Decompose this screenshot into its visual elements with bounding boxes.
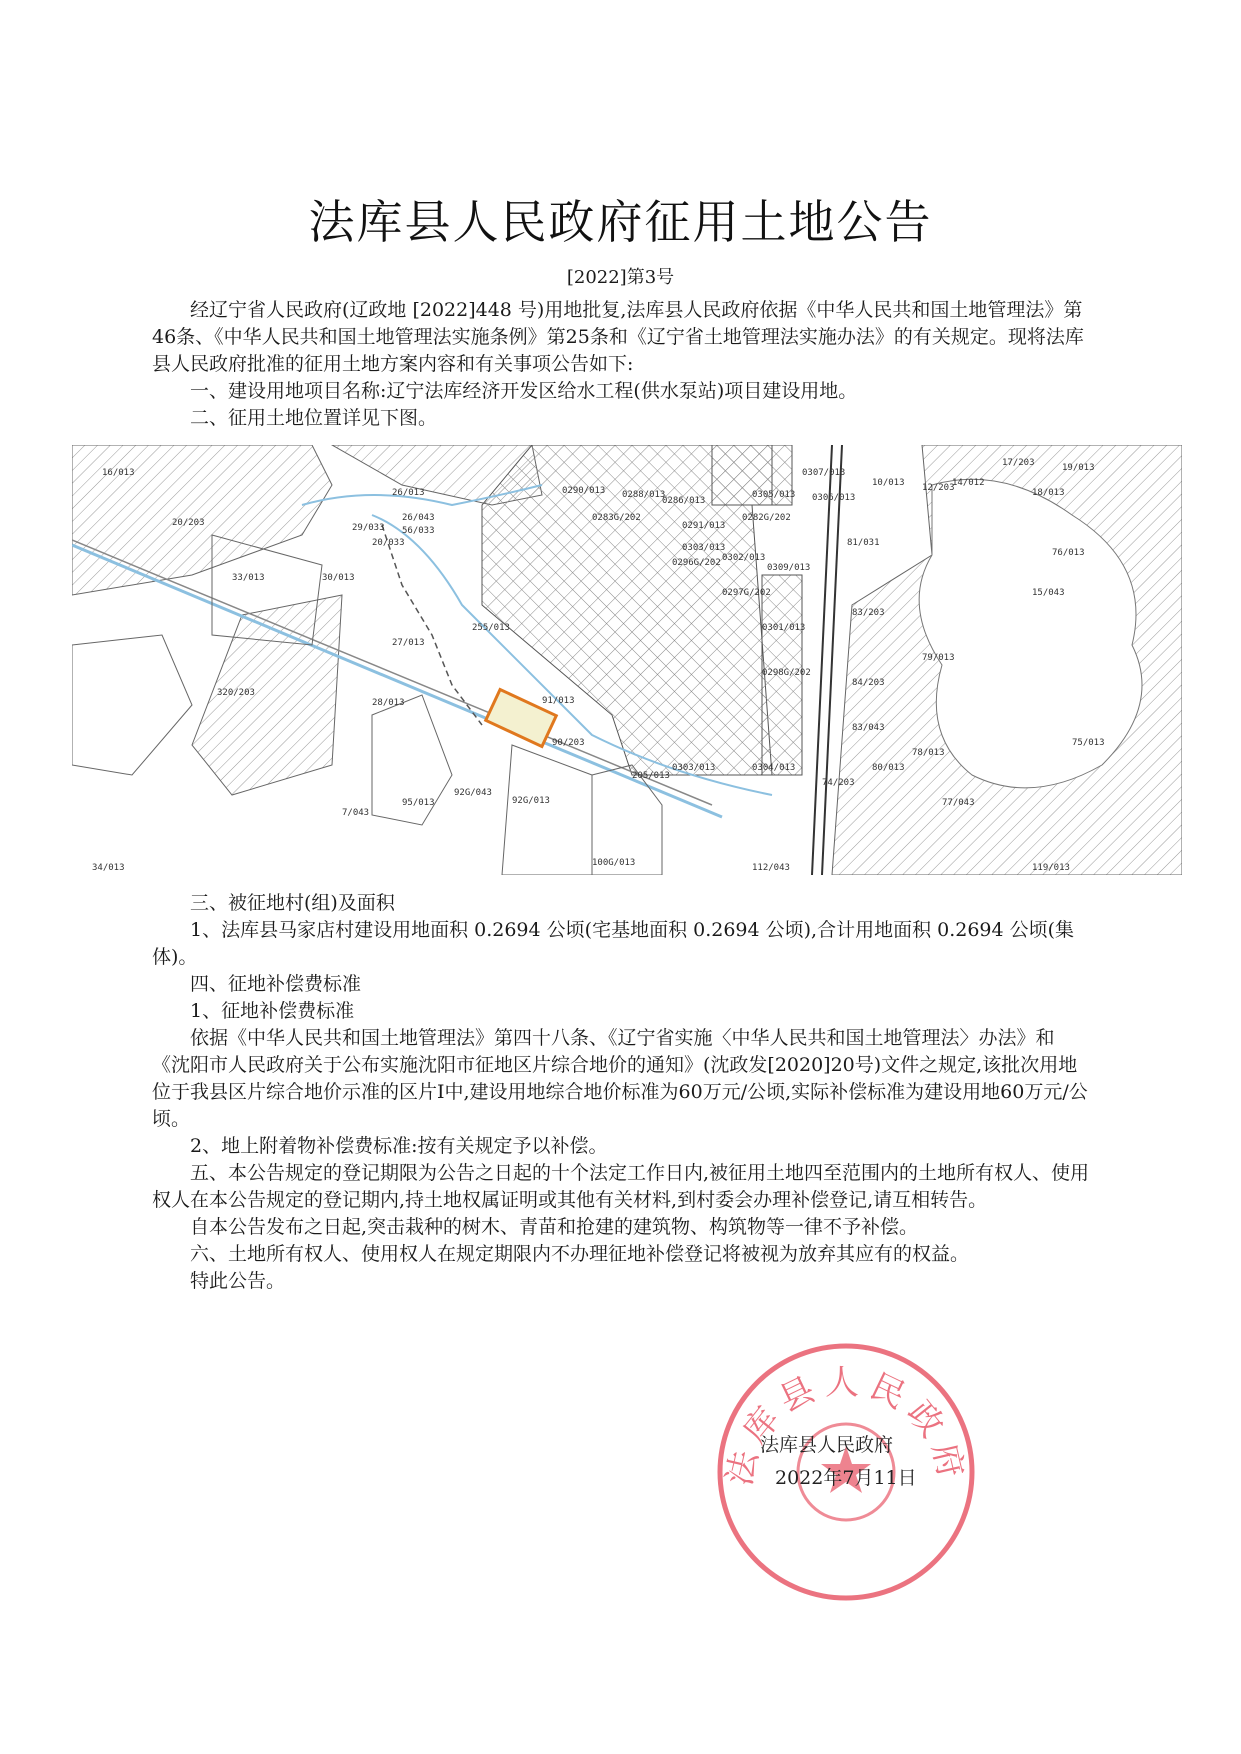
parcel-label: 15/043 — [1032, 588, 1065, 598]
parcel-label: 0286/013 — [662, 496, 706, 506]
parcel-label: 205/013 — [632, 771, 670, 781]
parcel-label: 34/013 — [92, 863, 125, 873]
parcel-label: 7/043 — [342, 808, 370, 818]
parcel-label: 83/043 — [852, 723, 885, 733]
paragraph-location: 二、征用土地位置详见下图。 — [190, 407, 438, 429]
parcel-label: 92G/013 — [512, 796, 550, 806]
paragraph-compensation-sub: 1、征地补偿费标准 — [190, 1000, 355, 1022]
parcel-label: 74/203 — [822, 778, 855, 788]
parcel-label: 0307/013 — [802, 468, 846, 478]
paragraph-no-compensation: 自本公告发布之日起,突击栽种的树木、青苗和抢建的建筑物、构筑物等一律不予补偿。 — [190, 1216, 919, 1238]
parcel-label: 78/013 — [912, 748, 945, 758]
svg-text:法库县人民政府: 法库县人民政府 — [719, 1363, 973, 1490]
paragraph-compensation-heading: 四、征地补偿费标准 — [190, 973, 362, 995]
parcel-label: 56/033 — [402, 526, 435, 536]
parcel-label: 0304/013 — [752, 763, 796, 773]
parcel-label: 100G/013 — [592, 858, 636, 868]
parcel-label: 92G/043 — [454, 788, 492, 798]
parcel-label: 79/013 — [922, 653, 955, 663]
parcel-label: 255/013 — [472, 623, 510, 633]
paragraph-village-heading: 三、被征地村(组)及面积 — [190, 892, 395, 914]
parcel-label: 14/012 — [952, 478, 985, 488]
signature-authority: 法库县人民政府 — [760, 1434, 894, 1456]
parcel-label: 0303/013 — [682, 543, 726, 553]
road-vertical-east — [812, 445, 832, 875]
parcel-label: 0305/013 — [752, 490, 796, 500]
parcel-label: 119/013 — [1032, 863, 1070, 873]
parcel-label: 112/043 — [752, 863, 790, 873]
paragraph-project-name: 一、建设用地项目名称:辽宁法库经济开发区给水工程(供水泵站)项目建设用地。 — [190, 380, 858, 402]
parcel-label: 0290/013 — [562, 486, 606, 496]
parcel-label: 83/203 — [852, 608, 885, 618]
parcel-label: 90/203 — [552, 738, 585, 748]
parcel-label: 20/033 — [372, 538, 405, 548]
parcel-label: 0298G/202 — [762, 668, 811, 678]
parcel-label: 17/203 — [1002, 458, 1035, 468]
parcel-label: 81/031 — [847, 538, 880, 548]
signature-date: 2022年7月11日 — [775, 1467, 917, 1489]
parcel-label: 12/203 — [922, 483, 955, 493]
parcel-label: 0291/013 — [682, 521, 726, 531]
document-number: [2022]第3号 — [566, 267, 675, 288]
parcel-label: 10/013 — [872, 478, 905, 488]
parcel-label: 26/043 — [402, 513, 435, 523]
parcel-label: 75/013 — [1072, 738, 1105, 748]
paragraph-closing: 特此公告。 — [190, 1270, 286, 1292]
parcel-label: 91/013 — [542, 696, 575, 706]
parcel-label: 0301/013 — [762, 623, 806, 633]
parcel-label: 0306/013 — [812, 493, 856, 503]
parcel-label: 0302/013 — [722, 553, 766, 563]
body-section — [152, 890, 1092, 1295]
paragraph-forfeit: 六、土地所有权人、使用权人在规定期限内不办理征地补偿登记将被视为放弃其应有的权益。 — [190, 1243, 970, 1265]
parcel-label: 18/013 — [1032, 488, 1065, 498]
parcel-label: 33/013 — [232, 573, 265, 583]
parcel-label: 0297G/202 — [722, 588, 771, 598]
paragraph-registration: 五、本公告规定的登记期限为公告之日起的十个法定工作日内,被征用土地四至范围内的土地所有权人、使用权人在本公告规定的登记期内,持土地权属证明或其他有关材料,到村委会办理补偿登记,请互相转告。 — [152, 1162, 1090, 1211]
parcel-label: 20/203 — [172, 518, 205, 528]
parcel-label: 95/013 — [402, 798, 435, 808]
parcel-label: 29/033 — [352, 523, 385, 533]
parcel-label: 30/013 — [322, 573, 355, 583]
parcel-label: 84/203 — [852, 678, 885, 688]
map-svg — [72, 445, 1182, 875]
parcel-label: 0282G/202 — [742, 513, 791, 523]
parcel-label: 28/013 — [372, 698, 405, 708]
paragraph-attachment-compensation: 2、地上附着物补偿费标准:按有关规定予以补偿。 — [190, 1135, 608, 1157]
land-location-map — [72, 445, 1182, 875]
parcel-label: 76/013 — [1052, 548, 1085, 558]
parcel-label: 19/013 — [1062, 463, 1095, 473]
paragraph-compensation-basis: 依据《中华人民共和国土地管理法》第四十八条、《辽宁省实施〈中华人民共和国土地管理法〉办法》和《沈阳市人民政府关于公布实施沈阳市征地区片综合地价的通知》(沈政发[2020]20号)文件之规定,该批次用地位于我县区片综合地价示准的区片Ⅰ中,建设用地综合地价标准为60万元/公顷,实际补偿标准为建设用地60万元/公顷。 — [152, 1027, 1088, 1130]
parcel-label: 0288/013 — [622, 490, 666, 500]
parcel-outline-2 — [502, 745, 592, 875]
parcel-label: 0309/013 — [767, 563, 811, 573]
intro-section — [152, 297, 1092, 432]
parcel-label: 16/013 — [102, 468, 135, 478]
parcel-label: 26/013 — [392, 488, 425, 498]
parcel-label: 80/013 — [872, 763, 905, 773]
paragraph-village-area: 1、法库县马家店村建设用地面积 0.2694 公顷(宅基地面积 0.2694 公顷),合计用地面积 0.2694 公顷(集体)。 — [152, 919, 1075, 968]
parcel-label: 320/203 — [217, 688, 255, 698]
parcel-label: 0283G/202 — [592, 513, 641, 523]
parcel-label: 0296G/202 — [672, 558, 721, 568]
parcel-outline-5 — [72, 635, 192, 775]
document-title: 法库县人民政府征用土地公告 — [308, 195, 933, 249]
parcel-label: 27/013 — [392, 638, 425, 648]
parcel-label: 77/043 — [942, 798, 975, 808]
paragraph-intro: 经辽宁省人民政府(辽政地 [2022]448 号)用地批复,法库县人民政府依据《中华人民共和国土地管理法》第46条、《中华人民共和国土地管理法实施条例》第25条和《辽宁省土地管理法实施办法》的有关规定。现将法库县人民政府批准的征用土地方案内容和有关事项公告如下: — [152, 299, 1084, 375]
parcel-label: 0303/013 — [672, 763, 716, 773]
